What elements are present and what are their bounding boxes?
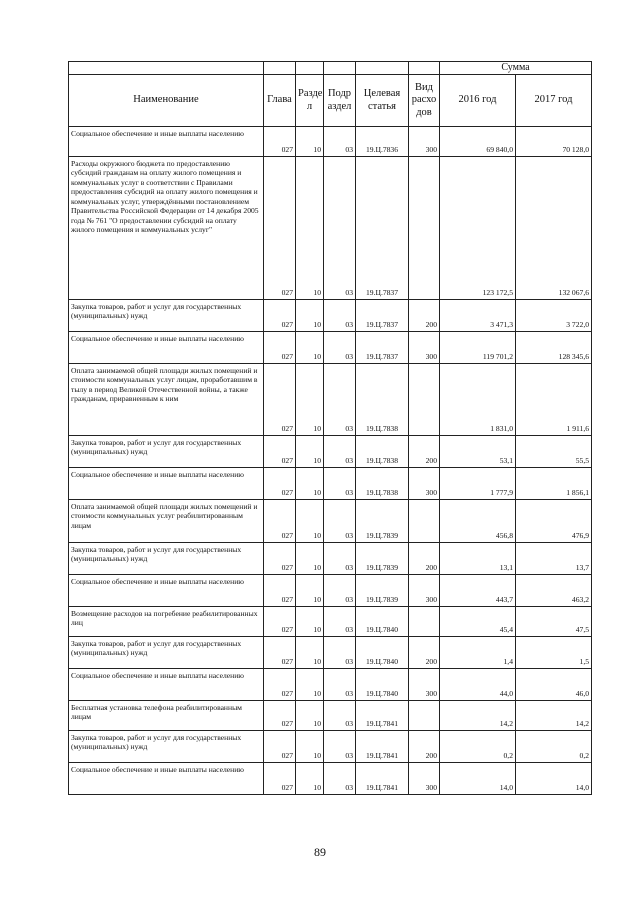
row-amount-2017: 463,2	[516, 575, 592, 607]
row-name: Закупка товаров, работ и услуг для государственных (муниципальных) нужд	[69, 436, 264, 468]
row-subsection: 03	[324, 468, 356, 500]
row-target: 19.Ц.7838	[356, 364, 409, 436]
table-row	[69, 300, 592, 332]
row-subsection: 03	[324, 127, 356, 157]
row-amount-2016: 45,4	[440, 607, 516, 637]
row-amount-2016: 443,7	[440, 575, 516, 607]
header-blank	[409, 62, 440, 75]
table-row	[69, 157, 592, 300]
row-target: 19.Ц.7839	[356, 543, 409, 575]
row-section: 10	[296, 364, 324, 436]
row-subsection: 03	[324, 500, 356, 543]
row-amount-2016: 456,8	[440, 500, 516, 543]
row-kind	[409, 364, 440, 436]
row-name: Оплата занимаемой общей площади жилых помещений и стоимости коммунальных услуг реабилитированным лицам	[69, 500, 264, 543]
header-target: Целевая статья	[356, 75, 409, 127]
row-chapter: 027	[264, 731, 296, 763]
row-amount-2016: 3 471,3	[440, 300, 516, 332]
header-kind: Вид расхо дов	[409, 75, 440, 127]
row-target: 19.Ц.7841	[356, 701, 409, 731]
row-target: 19.Ц.7836	[356, 127, 409, 157]
row-subsection: 03	[324, 731, 356, 763]
row-kind	[409, 701, 440, 731]
row-kind: 200	[409, 543, 440, 575]
row-amount-2017: 1 856,1	[516, 468, 592, 500]
row-kind: 200	[409, 436, 440, 468]
row-chapter: 027	[264, 468, 296, 500]
row-subsection: 03	[324, 763, 356, 795]
row-kind	[409, 500, 440, 543]
row-kind: 300	[409, 468, 440, 500]
row-subsection: 03	[324, 669, 356, 701]
row-name: Социальное обеспечение и иные выплаты населению	[69, 468, 264, 500]
row-section: 10	[296, 332, 324, 364]
row-amount-2016: 69 840,0	[440, 127, 516, 157]
row-amount-2017: 3 722,0	[516, 300, 592, 332]
row-amount-2016: 13,1	[440, 543, 516, 575]
row-section: 10	[296, 607, 324, 637]
row-name: Социальное обеспечение и иные выплаты населению	[69, 127, 264, 157]
table-row	[69, 575, 592, 607]
row-amount-2016: 44,0	[440, 669, 516, 701]
row-subsection: 03	[324, 701, 356, 731]
row-subsection: 03	[324, 607, 356, 637]
row-target: 19.Ц.7839	[356, 500, 409, 543]
row-kind: 300	[409, 127, 440, 157]
row-target: 19.Ц.7839	[356, 575, 409, 607]
row-chapter: 027	[264, 436, 296, 468]
row-name: Закупка товаров, работ и услуг для государственных (муниципальных) нужд	[69, 731, 264, 763]
row-kind: 300	[409, 763, 440, 795]
row-subsection: 03	[324, 543, 356, 575]
row-amount-2017: 0,2	[516, 731, 592, 763]
row-chapter: 027	[264, 763, 296, 795]
row-target: 19.Ц.7837	[356, 157, 409, 300]
table-header	[69, 62, 592, 127]
row-name: Расходы окружного бюджета по предоставлению субсидий гражданам на оплату жилого помещения и коммунальных услуг в соответствии с Правилами предоставления субсидий на оплату жилого помещения и коммунальных услуг, утверждёнными постановлением Правительства Российской Федерации от 14 декабря 2005 года № 761 "О предоставлении субсидий на оплату жилого помещения и коммунальных услуг"	[69, 157, 264, 300]
row-target: 19.Ц.7838	[356, 436, 409, 468]
row-amount-2017: 128 345,6	[516, 332, 592, 364]
row-section: 10	[296, 468, 324, 500]
row-section: 10	[296, 436, 324, 468]
table-row	[69, 763, 592, 795]
row-amount-2017: 47,5	[516, 607, 592, 637]
row-subsection: 03	[324, 332, 356, 364]
table-row	[69, 637, 592, 669]
row-target: 19.Ц.7837	[356, 300, 409, 332]
header-blank	[356, 62, 409, 75]
table-row	[69, 543, 592, 575]
row-amount-2017: 14,0	[516, 763, 592, 795]
row-subsection: 03	[324, 436, 356, 468]
row-name: Закупка товаров, работ и услуг для государственных (муниципальных) нужд	[69, 300, 264, 332]
row-amount-2016: 1 777,9	[440, 468, 516, 500]
row-chapter: 027	[264, 575, 296, 607]
row-subsection: 03	[324, 637, 356, 669]
row-amount-2016: 14,0	[440, 763, 516, 795]
row-target: 19.Ц.7841	[356, 763, 409, 795]
row-amount-2017: 55,5	[516, 436, 592, 468]
header-name: Наименование	[69, 75, 264, 127]
row-kind: 200	[409, 637, 440, 669]
row-section: 10	[296, 127, 324, 157]
row-kind: 200	[409, 300, 440, 332]
row-amount-2017: 14,2	[516, 701, 592, 731]
header-blank	[69, 62, 264, 75]
row-amount-2017: 132 067,6	[516, 157, 592, 300]
row-amount-2016: 1,4	[440, 637, 516, 669]
row-subsection: 03	[324, 575, 356, 607]
row-target: 19.Ц.7840	[356, 607, 409, 637]
row-amount-2017: 46,0	[516, 669, 592, 701]
header-sum: Сумма	[440, 62, 592, 75]
row-name: Возмещение расходов на погребение реабилитированных лиц	[69, 607, 264, 637]
budget-table	[68, 61, 592, 795]
row-amount-2016: 0,2	[440, 731, 516, 763]
row-amount-2016: 1 831,0	[440, 364, 516, 436]
table-row	[69, 500, 592, 543]
row-kind	[409, 607, 440, 637]
row-target: 19.Ц.7837	[356, 332, 409, 364]
header-year-2016: 2016 год	[440, 75, 516, 127]
row-section: 10	[296, 701, 324, 731]
row-subsection: 03	[324, 157, 356, 300]
row-amount-2017: 13,7	[516, 543, 592, 575]
row-target: 19.Ц.7838	[356, 468, 409, 500]
row-target: 19.Ц.7840	[356, 669, 409, 701]
row-section: 10	[296, 500, 324, 543]
table-row	[69, 364, 592, 436]
header-section: Разде л	[296, 75, 324, 127]
row-amount-2016: 53,1	[440, 436, 516, 468]
row-section: 10	[296, 575, 324, 607]
row-section: 10	[296, 543, 324, 575]
row-target: 19.Ц.7841	[356, 731, 409, 763]
row-chapter: 027	[264, 300, 296, 332]
row-name: Социальное обеспечение и иные выплаты населению	[69, 575, 264, 607]
row-amount-2017: 1 911,6	[516, 364, 592, 436]
row-section: 10	[296, 157, 324, 300]
row-section: 10	[296, 669, 324, 701]
row-amount-2016: 14,2	[440, 701, 516, 731]
row-amount-2017: 1,5	[516, 637, 592, 669]
row-kind: 300	[409, 332, 440, 364]
row-chapter: 027	[264, 127, 296, 157]
row-chapter: 027	[264, 637, 296, 669]
row-section: 10	[296, 300, 324, 332]
row-chapter: 027	[264, 669, 296, 701]
table-row	[69, 332, 592, 364]
row-section: 10	[296, 731, 324, 763]
row-kind: 300	[409, 575, 440, 607]
row-chapter: 027	[264, 157, 296, 300]
table-row	[69, 436, 592, 468]
row-amount-2016: 123 172,5	[440, 157, 516, 300]
table-row	[69, 607, 592, 637]
row-chapter: 027	[264, 607, 296, 637]
row-kind: 200	[409, 731, 440, 763]
header-blank	[324, 62, 356, 75]
table-body	[69, 127, 592, 795]
row-amount-2017: 476,9	[516, 500, 592, 543]
row-chapter: 027	[264, 500, 296, 543]
row-chapter: 027	[264, 543, 296, 575]
header-chapter: Глава	[264, 75, 296, 127]
header-blank	[264, 62, 296, 75]
header-subsection: Подр аздел	[324, 75, 356, 127]
page-number: 89	[314, 845, 326, 859]
row-chapter: 027	[264, 701, 296, 731]
row-section: 10	[296, 637, 324, 669]
header-blank	[296, 62, 324, 75]
table-row	[69, 731, 592, 763]
row-subsection: 03	[324, 364, 356, 436]
row-kind: 300	[409, 669, 440, 701]
table-row	[69, 669, 592, 701]
row-amount-2017: 70 128,0	[516, 127, 592, 157]
row-name: Оплата занимаемой общей площади жилых помещений и стоимости коммунальных услуг лицам, проработавшим в тылу в период Великой Отечественной войны, а также гражданам, приравненным к ним	[69, 364, 264, 436]
row-kind	[409, 157, 440, 300]
row-name: Бесплатная установка телефона реабилитированным лицам	[69, 701, 264, 731]
row-subsection: 03	[324, 300, 356, 332]
row-name: Закупка товаров, работ и услуг для государственных (муниципальных) нужд	[69, 543, 264, 575]
row-section: 10	[296, 763, 324, 795]
row-name: Социальное обеспечение и иные выплаты населению	[69, 332, 264, 364]
row-amount-2016: 119 701,2	[440, 332, 516, 364]
row-name: Социальное обеспечение и иные выплаты населению	[69, 763, 264, 795]
table-row	[69, 127, 592, 157]
header-year-2017: 2017 год	[516, 75, 592, 127]
row-target: 19.Ц.7840	[356, 637, 409, 669]
row-chapter: 027	[264, 332, 296, 364]
row-name: Закупка товаров, работ и услуг для государственных (муниципальных) нужд	[69, 637, 264, 669]
row-name: Социальное обеспечение и иные выплаты населению	[69, 669, 264, 701]
table-row	[69, 468, 592, 500]
row-chapter: 027	[264, 364, 296, 436]
table-row	[69, 701, 592, 731]
